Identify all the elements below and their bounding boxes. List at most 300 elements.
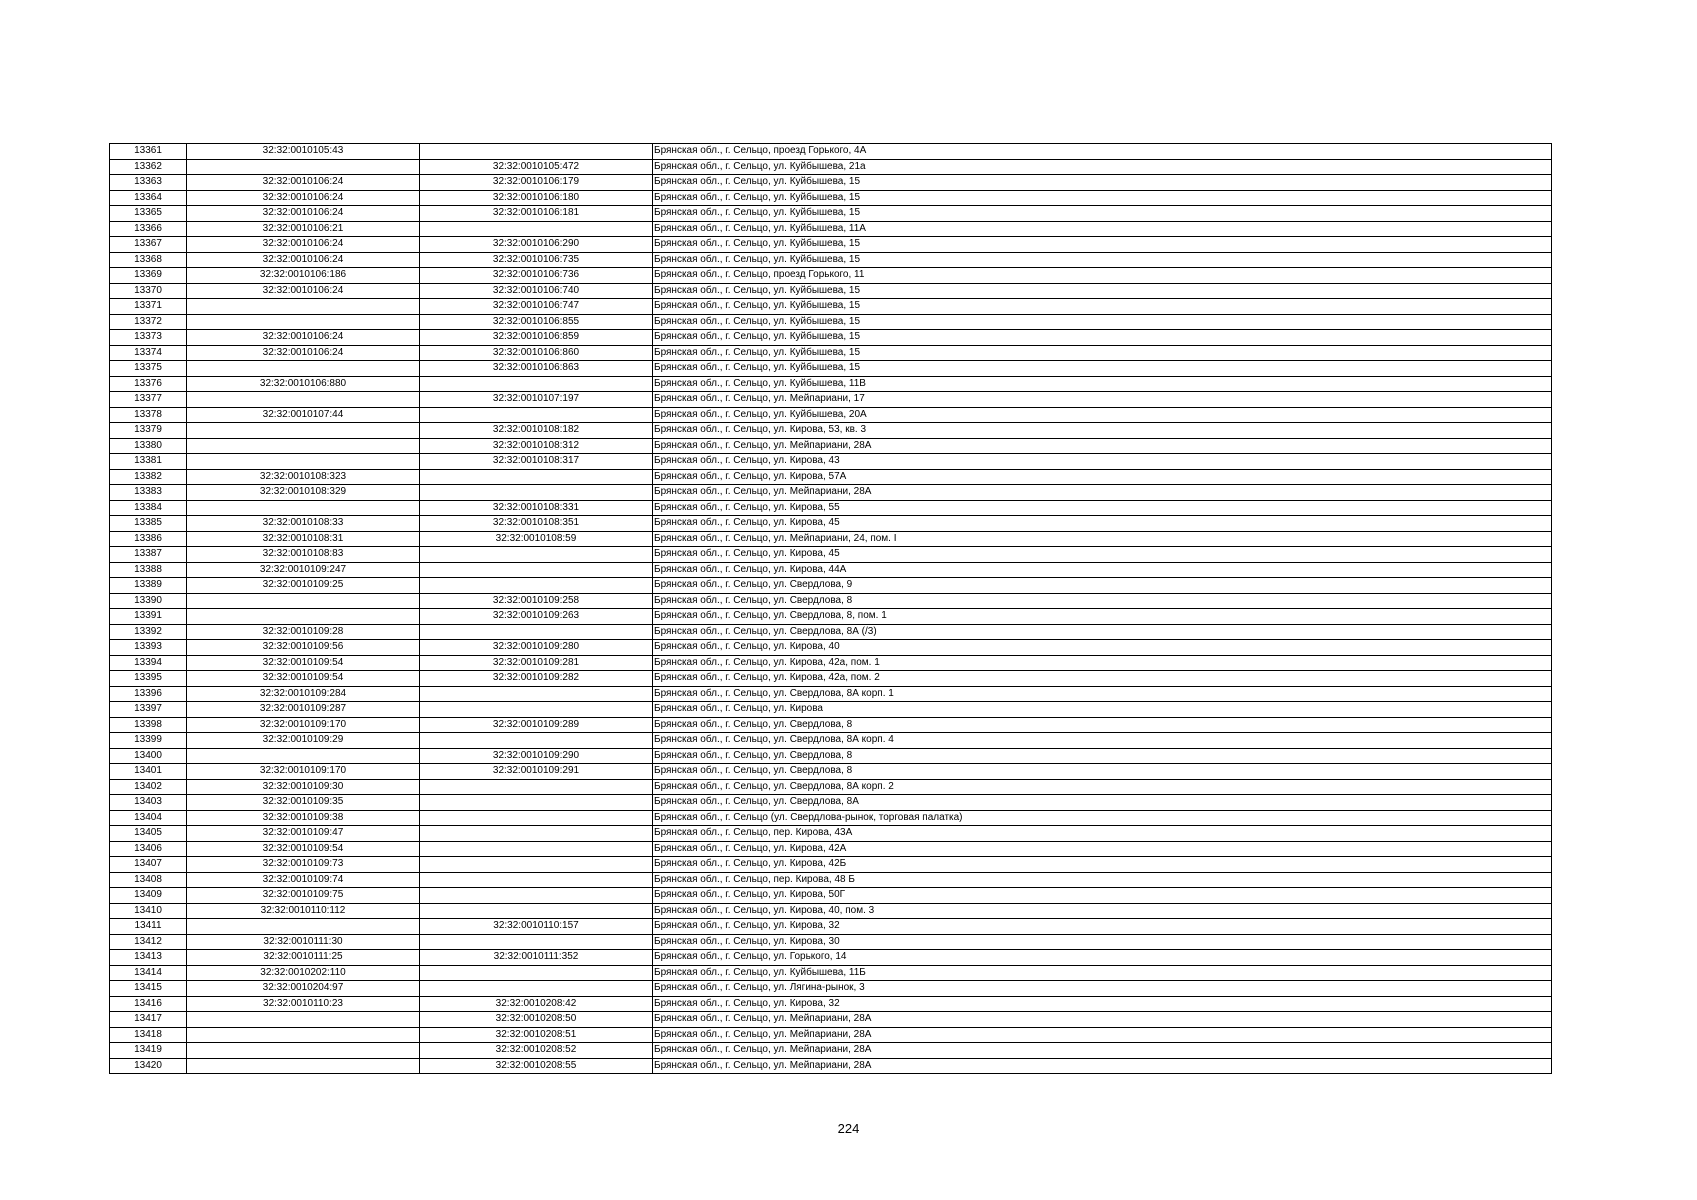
table-row (110, 903, 1552, 919)
row-number-cell: 13367 (110, 237, 187, 253)
address-cell: Брянская обл., г. Сельцо, ул. Кирова, 40, пом. 3 (653, 903, 1552, 919)
cadastral-number-cell: 32:32:0010109:28 (187, 624, 420, 640)
row-number-cell: 13419 (110, 1043, 187, 1059)
cadastral-number-cell: 32:32:0010202:110 (187, 965, 420, 981)
row-number-cell: 13378 (110, 407, 187, 423)
table-row (110, 392, 1552, 408)
parent-cadastral-number-cell: 32:32:0010208:52 (420, 1043, 653, 1059)
address-cell: Брянская обл., г. Сельцо, ул. Куйбышева, 15 (653, 190, 1552, 206)
parent-cadastral-number-cell: 32:32:0010109:282 (420, 671, 653, 687)
parent-cadastral-number-cell (420, 407, 653, 423)
address-cell: Брянская обл., г. Сельцо, ул. Куйбышева, 15 (653, 206, 1552, 222)
parent-cadastral-number-cell: 32:32:0010208:42 (420, 996, 653, 1012)
address-cell: Брянская обл., г. Сельцо, ул. Свердлова, 8 (653, 717, 1552, 733)
table-row (110, 795, 1552, 811)
address-cell: Брянская обл., г. Сельцо, ул. Кирова, 55 (653, 500, 1552, 516)
table-row (110, 609, 1552, 625)
table-row (110, 190, 1552, 206)
table-row (110, 919, 1552, 935)
parent-cadastral-number-cell: 32:32:0010106:180 (420, 190, 653, 206)
cadastral-number-cell (187, 361, 420, 377)
row-number-cell: 13384 (110, 500, 187, 516)
address-cell: Брянская обл., г. Сельцо, ул. Свердлова, 8 (653, 764, 1552, 780)
row-number-cell: 13388 (110, 562, 187, 578)
table-row (110, 345, 1552, 361)
row-number-cell: 13373 (110, 330, 187, 346)
address-cell: Брянская обл., г. Сельцо, ул. Кирова, 42а, пом. 1 (653, 655, 1552, 671)
address-cell: Брянская обл., г. Сельцо, ул. Мейпариани, 17 (653, 392, 1552, 408)
parent-cadastral-number-cell: 32:32:0010110:157 (420, 919, 653, 935)
table-row (110, 934, 1552, 950)
address-cell: Брянская обл., г. Сельцо, ул. Куйбышева, 15 (653, 299, 1552, 315)
cadastral-number-cell: 32:32:0010106:24 (187, 252, 420, 268)
parent-cadastral-number-cell: 32:32:0010108:351 (420, 516, 653, 532)
address-cell: Брянская обл., г. Сельцо (ул. Свердлова-рынок, торговая палатка) (653, 810, 1552, 826)
parent-cadastral-number-cell: 32:32:0010109:263 (420, 609, 653, 625)
parent-cadastral-number-cell (420, 841, 653, 857)
address-cell: Брянская обл., г. Сельцо, ул. Мейпариани, 28А (653, 485, 1552, 501)
address-cell: Брянская обл., г. Сельцо, пер. Кирова, 48 Б (653, 872, 1552, 888)
address-cell: Брянская обл., г. Сельцо, ул. Кирова, 32 (653, 919, 1552, 935)
parent-cadastral-number-cell (420, 934, 653, 950)
row-number-cell: 13411 (110, 919, 187, 935)
address-cell: Брянская обл., г. Сельцо, ул. Куйбышева, 11А (653, 221, 1552, 237)
table-row (110, 841, 1552, 857)
address-cell: Брянская обл., г. Сельцо, ул. Кирова, 42А (653, 841, 1552, 857)
address-cell: Брянская обл., г. Сельцо, ул. Лягина-рынок, 3 (653, 981, 1552, 997)
table-row (110, 717, 1552, 733)
row-number-cell: 13362 (110, 159, 187, 175)
table-row (110, 423, 1552, 439)
cadastral-number-cell: 32:32:0010110:112 (187, 903, 420, 919)
address-cell: Брянская обл., г. Сельцо, ул. Кирова, 44А (653, 562, 1552, 578)
cadastral-number-cell: 32:32:0010109:54 (187, 671, 420, 687)
parent-cadastral-number-cell: 32:32:0010109:289 (420, 717, 653, 733)
parent-cadastral-number-cell (420, 903, 653, 919)
address-cell: Брянская обл., г. Сельцо, ул. Куйбышева, 15 (653, 237, 1552, 253)
row-number-cell: 13374 (110, 345, 187, 361)
cadastral-number-cell (187, 159, 420, 175)
table-row (110, 965, 1552, 981)
table-row (110, 1058, 1552, 1074)
address-cell: Брянская обл., г. Сельцо, ул. Мейпариани, 28А (653, 1043, 1552, 1059)
address-cell: Брянская обл., г. Сельцо, ул. Свердлова, 8А (/3) (653, 624, 1552, 640)
row-number-cell: 13400 (110, 748, 187, 764)
cadastral-number-cell: 32:32:0010109:54 (187, 841, 420, 857)
parent-cadastral-number-cell (420, 733, 653, 749)
table-row (110, 299, 1552, 315)
table-row (110, 469, 1552, 485)
parent-cadastral-number-cell (420, 376, 653, 392)
address-cell: Брянская обл., г. Сельцо, ул. Мейпариани, 24, пом. I (653, 531, 1552, 547)
table-row (110, 640, 1552, 656)
cadastral-number-cell (187, 1012, 420, 1028)
row-number-cell: 13385 (110, 516, 187, 532)
parent-cadastral-number-cell (420, 562, 653, 578)
parent-cadastral-number-cell: 32:32:0010106:736 (420, 268, 653, 284)
property-register-table (109, 143, 1552, 1074)
address-cell: Брянская обл., г. Сельцо, ул. Мейпариани, 28А (653, 1012, 1552, 1028)
row-number-cell: 13409 (110, 888, 187, 904)
table-row (110, 671, 1552, 687)
parent-cadastral-number-cell (420, 872, 653, 888)
address-cell: Брянская обл., г. Сельцо, ул. Кирова, 32 (653, 996, 1552, 1012)
parent-cadastral-number-cell: 32:32:0010109:280 (420, 640, 653, 656)
address-cell: Брянская обл., г. Сельцо, ул. Куйбышева, 15 (653, 345, 1552, 361)
row-number-cell: 13371 (110, 299, 187, 315)
table-row (110, 888, 1552, 904)
table-row (110, 686, 1552, 702)
address-cell: Брянская обл., г. Сельцо, ул. Горького, 14 (653, 950, 1552, 966)
table-row (110, 779, 1552, 795)
row-number-cell: 13386 (110, 531, 187, 547)
row-number-cell: 13410 (110, 903, 187, 919)
parent-cadastral-number-cell (420, 981, 653, 997)
address-cell: Брянская обл., г. Сельцо, ул. Кирова, 43 (653, 454, 1552, 470)
row-number-cell: 13361 (110, 144, 187, 160)
parent-cadastral-number-cell (420, 221, 653, 237)
parent-cadastral-number-cell: 32:32:0010109:281 (420, 655, 653, 671)
parent-cadastral-number-cell: 32:32:0010106:855 (420, 314, 653, 330)
address-cell: Брянская обл., г. Сельцо, ул. Кирова, 57А (653, 469, 1552, 485)
cadastral-number-cell: 32:32:0010109:30 (187, 779, 420, 795)
parent-cadastral-number-cell (420, 857, 653, 873)
parent-cadastral-number-cell: 32:32:0010106:860 (420, 345, 653, 361)
address-cell: Брянская обл., г. Сельцо, ул. Мейпариани, 28А (653, 1027, 1552, 1043)
address-cell: Брянская обл., г. Сельцо, ул. Куйбышева, 15 (653, 314, 1552, 330)
table-row (110, 330, 1552, 346)
table-row (110, 593, 1552, 609)
cadastral-number-cell: 32:32:0010110:23 (187, 996, 420, 1012)
parent-cadastral-number-cell: 32:32:0010109:290 (420, 748, 653, 764)
row-number-cell: 13406 (110, 841, 187, 857)
address-cell: Брянская обл., г. Сельцо, пер. Кирова, 43А (653, 826, 1552, 842)
cadastral-number-cell: 32:32:0010109:35 (187, 795, 420, 811)
cadastral-number-cell: 32:32:0010109:170 (187, 717, 420, 733)
cadastral-number-cell (187, 454, 420, 470)
parent-cadastral-number-cell (420, 795, 653, 811)
address-cell: Брянская обл., г. Сельцо, ул. Куйбышева, 15 (653, 361, 1552, 377)
cadastral-number-cell (187, 1058, 420, 1074)
row-number-cell: 13396 (110, 686, 187, 702)
cadastral-number-cell: 32:32:0010106:24 (187, 330, 420, 346)
parent-cadastral-number-cell (420, 144, 653, 160)
parent-cadastral-number-cell: 32:32:0010108:317 (420, 454, 653, 470)
table-row (110, 144, 1552, 160)
row-number-cell: 13375 (110, 361, 187, 377)
parent-cadastral-number-cell: 32:32:0010111:352 (420, 950, 653, 966)
table-row (110, 562, 1552, 578)
parent-cadastral-number-cell: 32:32:0010105:472 (420, 159, 653, 175)
row-number-cell: 13416 (110, 996, 187, 1012)
table-row (110, 500, 1552, 516)
table-row (110, 826, 1552, 842)
cadastral-number-cell (187, 438, 420, 454)
parent-cadastral-number-cell: 32:32:0010208:55 (420, 1058, 653, 1074)
table-row (110, 252, 1552, 268)
table-row (110, 407, 1552, 423)
row-number-cell: 13417 (110, 1012, 187, 1028)
parent-cadastral-number-cell (420, 578, 653, 594)
table-row (110, 950, 1552, 966)
cadastral-number-cell: 32:32:0010106:21 (187, 221, 420, 237)
parent-cadastral-number-cell: 32:32:0010106:735 (420, 252, 653, 268)
address-cell: Брянская обл., г. Сельцо, ул. Кирова (653, 702, 1552, 718)
parent-cadastral-number-cell: 32:32:0010107:197 (420, 392, 653, 408)
row-number-cell: 13403 (110, 795, 187, 811)
table-row (110, 454, 1552, 470)
table-row (110, 237, 1552, 253)
address-cell: Брянская обл., г. Сельцо, ул. Кирова, 50Г (653, 888, 1552, 904)
address-cell: Брянская обл., г. Сельцо, ул. Свердлова, 8А (653, 795, 1552, 811)
table-row (110, 516, 1552, 532)
parent-cadastral-number-cell (420, 547, 653, 563)
address-cell: Брянская обл., г. Сельцо, ул. Куйбышева, 11Б (653, 965, 1552, 981)
address-cell: Брянская обл., г. Сельцо, ул. Свердлова, 8А корп. 4 (653, 733, 1552, 749)
table-row (110, 314, 1552, 330)
parent-cadastral-number-cell: 32:32:0010109:291 (420, 764, 653, 780)
row-number-cell: 13415 (110, 981, 187, 997)
table-row (110, 361, 1552, 377)
parent-cadastral-number-cell (420, 702, 653, 718)
parent-cadastral-number-cell (420, 469, 653, 485)
table-row (110, 531, 1552, 547)
parent-cadastral-number-cell: 32:32:0010108:331 (420, 500, 653, 516)
parent-cadastral-number-cell: 32:32:0010108:312 (420, 438, 653, 454)
address-cell: Брянская обл., г. Сельцо, ул. Куйбышева, 15 (653, 252, 1552, 268)
cadastral-number-cell: 32:32:0010109:247 (187, 562, 420, 578)
cadastral-number-cell (187, 500, 420, 516)
table-row (110, 624, 1552, 640)
cadastral-number-cell: 32:32:0010106:24 (187, 190, 420, 206)
table-row (110, 1027, 1552, 1043)
cadastral-number-cell: 32:32:0010109:25 (187, 578, 420, 594)
table-row (110, 748, 1552, 764)
row-number-cell: 13398 (110, 717, 187, 733)
table-row (110, 206, 1552, 222)
page-number: 224 (837, 1121, 860, 1136)
cadastral-number-cell: 32:32:0010106:880 (187, 376, 420, 392)
cadastral-number-cell: 32:32:0010106:24 (187, 175, 420, 191)
row-number-cell: 13380 (110, 438, 187, 454)
table-row (110, 981, 1552, 997)
row-number-cell: 13408 (110, 872, 187, 888)
address-cell: Брянская обл., г. Сельцо, ул. Свердлова, 9 (653, 578, 1552, 594)
row-number-cell: 13382 (110, 469, 187, 485)
table-row (110, 485, 1552, 501)
cadastral-number-cell (187, 1043, 420, 1059)
parent-cadastral-number-cell (420, 624, 653, 640)
address-cell: Брянская обл., г. Сельцо, ул. Кирова, 42а, пом. 2 (653, 671, 1552, 687)
row-number-cell: 13397 (110, 702, 187, 718)
parent-cadastral-number-cell: 32:32:0010106:859 (420, 330, 653, 346)
table-row (110, 1012, 1552, 1028)
table-row (110, 159, 1552, 175)
table-row (110, 702, 1552, 718)
address-cell: Брянская обл., г. Сельцо, ул. Куйбышева, 21а (653, 159, 1552, 175)
row-number-cell: 13387 (110, 547, 187, 563)
cadastral-number-cell: 32:32:0010109:47 (187, 826, 420, 842)
cadastral-number-cell: 32:32:0010109:74 (187, 872, 420, 888)
row-number-cell: 13390 (110, 593, 187, 609)
cadastral-number-cell: 32:32:0010109:38 (187, 810, 420, 826)
cadastral-number-cell: 32:32:0010109:284 (187, 686, 420, 702)
cadastral-number-cell: 32:32:0010109:29 (187, 733, 420, 749)
cadastral-number-cell (187, 299, 420, 315)
row-number-cell: 13383 (110, 485, 187, 501)
row-number-cell: 13405 (110, 826, 187, 842)
row-number-cell: 13389 (110, 578, 187, 594)
address-cell: Брянская обл., г. Сельцо, ул. Свердлова, 8 (653, 748, 1552, 764)
address-cell: Брянская обл., г. Сельцо, ул. Мейпариани, 28А (653, 438, 1552, 454)
table-row (110, 872, 1552, 888)
row-number-cell: 13363 (110, 175, 187, 191)
address-cell: Брянская обл., г. Сельцо, ул. Кирова, 53, кв. 3 (653, 423, 1552, 439)
parent-cadastral-number-cell: 32:32:0010106:747 (420, 299, 653, 315)
row-number-cell: 13413 (110, 950, 187, 966)
table-row (110, 376, 1552, 392)
cadastral-number-cell: 32:32:0010105:43 (187, 144, 420, 160)
row-number-cell: 13412 (110, 934, 187, 950)
table-row (110, 175, 1552, 191)
table-row (110, 221, 1552, 237)
table-row (110, 810, 1552, 826)
cadastral-number-cell: 32:32:0010109:75 (187, 888, 420, 904)
address-cell: Брянская обл., г. Сельцо, проезд Горького, 4А (653, 144, 1552, 160)
cadastral-number-cell (187, 392, 420, 408)
cadastral-number-cell: 32:32:0010106:24 (187, 237, 420, 253)
table-row (110, 268, 1552, 284)
parent-cadastral-number-cell: 32:32:0010106:181 (420, 206, 653, 222)
parent-cadastral-number-cell: 32:32:0010208:50 (420, 1012, 653, 1028)
parent-cadastral-number-cell: 32:32:0010109:258 (420, 593, 653, 609)
table-row (110, 283, 1552, 299)
table-row (110, 578, 1552, 594)
row-number-cell: 13392 (110, 624, 187, 640)
row-number-cell: 13407 (110, 857, 187, 873)
parent-cadastral-number-cell: 32:32:0010108:182 (420, 423, 653, 439)
row-number-cell: 13379 (110, 423, 187, 439)
parent-cadastral-number-cell (420, 826, 653, 842)
address-cell: Брянская обл., г. Сельцо, ул. Куйбышева, 15 (653, 330, 1552, 346)
cadastral-number-cell (187, 593, 420, 609)
cadastral-number-cell: 32:32:0010106:24 (187, 345, 420, 361)
parent-cadastral-number-cell: 32:32:0010106:740 (420, 283, 653, 299)
address-cell: Брянская обл., г. Сельцо, ул. Свердлова, 8, пом. 1 (653, 609, 1552, 625)
table-row (110, 733, 1552, 749)
cadastral-number-cell (187, 609, 420, 625)
table-row (110, 547, 1552, 563)
row-number-cell: 13366 (110, 221, 187, 237)
cadastral-number-cell: 32:32:0010107:44 (187, 407, 420, 423)
cadastral-number-cell: 32:32:0010108:83 (187, 547, 420, 563)
row-number-cell: 13365 (110, 206, 187, 222)
row-number-cell: 13391 (110, 609, 187, 625)
row-number-cell: 13370 (110, 283, 187, 299)
row-number-cell: 13402 (110, 779, 187, 795)
address-cell: Брянская обл., г. Сельцо, ул. Куйбышева, 11В (653, 376, 1552, 392)
row-number-cell: 13404 (110, 810, 187, 826)
parent-cadastral-number-cell: 32:32:0010208:51 (420, 1027, 653, 1043)
table-row (110, 996, 1552, 1012)
row-number-cell: 13395 (110, 671, 187, 687)
table-row (110, 1043, 1552, 1059)
cadastral-number-cell: 32:32:0010111:25 (187, 950, 420, 966)
cadastral-number-cell: 32:32:0010108:31 (187, 531, 420, 547)
row-number-cell: 13372 (110, 314, 187, 330)
cadastral-number-cell: 32:32:0010111:30 (187, 934, 420, 950)
parent-cadastral-number-cell: 32:32:0010106:179 (420, 175, 653, 191)
parent-cadastral-number-cell (420, 965, 653, 981)
parent-cadastral-number-cell: 32:32:0010108:59 (420, 531, 653, 547)
cadastral-number-cell: 32:32:0010109:287 (187, 702, 420, 718)
parent-cadastral-number-cell (420, 686, 653, 702)
register-table-body (110, 144, 1552, 1074)
address-cell: Брянская обл., г. Сельцо, проезд Горького, 11 (653, 268, 1552, 284)
cadastral-number-cell: 32:32:0010108:33 (187, 516, 420, 532)
row-number-cell: 13393 (110, 640, 187, 656)
table-row (110, 764, 1552, 780)
address-cell: Брянская обл., г. Сельцо, ул. Кирова, 45 (653, 547, 1552, 563)
row-number-cell: 13376 (110, 376, 187, 392)
cadastral-number-cell (187, 314, 420, 330)
cadastral-number-cell: 32:32:0010106:186 (187, 268, 420, 284)
parent-cadastral-number-cell: 32:32:0010106:290 (420, 237, 653, 253)
address-cell: Брянская обл., г. Сельцо, ул. Кирова, 42Б (653, 857, 1552, 873)
cadastral-number-cell: 32:32:0010106:24 (187, 283, 420, 299)
row-number-cell: 13399 (110, 733, 187, 749)
cadastral-number-cell (187, 423, 420, 439)
address-cell: Брянская обл., г. Сельцо, ул. Свердлова, 8 (653, 593, 1552, 609)
row-number-cell: 13420 (110, 1058, 187, 1074)
cadastral-number-cell: 32:32:0010108:323 (187, 469, 420, 485)
cadastral-number-cell (187, 1027, 420, 1043)
address-cell: Брянская обл., г. Сельцо, ул. Свердлова, 8А корп. 1 (653, 686, 1552, 702)
parent-cadastral-number-cell (420, 888, 653, 904)
table-row (110, 857, 1552, 873)
address-cell: Брянская обл., г. Сельцо, ул. Кирова, 40 (653, 640, 1552, 656)
cadastral-number-cell: 32:32:0010106:24 (187, 206, 420, 222)
row-number-cell: 13401 (110, 764, 187, 780)
row-number-cell: 13369 (110, 268, 187, 284)
parent-cadastral-number-cell (420, 810, 653, 826)
address-cell: Брянская обл., г. Сельцо, ул. Куйбышева, 15 (653, 175, 1552, 191)
parent-cadastral-number-cell (420, 485, 653, 501)
row-number-cell: 13418 (110, 1027, 187, 1043)
cadastral-number-cell: 32:32:0010109:170 (187, 764, 420, 780)
address-cell: Брянская обл., г. Сельцо, ул. Мейпариани, 28А (653, 1058, 1552, 1074)
cadastral-number-cell (187, 919, 420, 935)
parent-cadastral-number-cell: 32:32:0010106:863 (420, 361, 653, 377)
address-cell: Брянская обл., г. Сельцо, ул. Куйбышева, 15 (653, 283, 1552, 299)
row-number-cell: 13381 (110, 454, 187, 470)
cadastral-number-cell (187, 748, 420, 764)
row-number-cell: 13394 (110, 655, 187, 671)
parent-cadastral-number-cell (420, 779, 653, 795)
table-row (110, 655, 1552, 671)
row-number-cell: 13377 (110, 392, 187, 408)
cadastral-number-cell: 32:32:0010108:329 (187, 485, 420, 501)
cadastral-number-cell: 32:32:0010109:54 (187, 655, 420, 671)
address-cell: Брянская обл., г. Сельцо, ул. Куйбышева, 20А (653, 407, 1552, 423)
row-number-cell: 13364 (110, 190, 187, 206)
table-row (110, 438, 1552, 454)
address-cell: Брянская обл., г. Сельцо, ул. Свердлова, 8А корп. 2 (653, 779, 1552, 795)
cadastral-number-cell: 32:32:0010204:97 (187, 981, 420, 997)
row-number-cell: 13414 (110, 965, 187, 981)
address-cell: Брянская обл., г. Сельцо, ул. Кирова, 45 (653, 516, 1552, 532)
address-cell: Брянская обл., г. Сельцо, ул. Кирова, 30 (653, 934, 1552, 950)
